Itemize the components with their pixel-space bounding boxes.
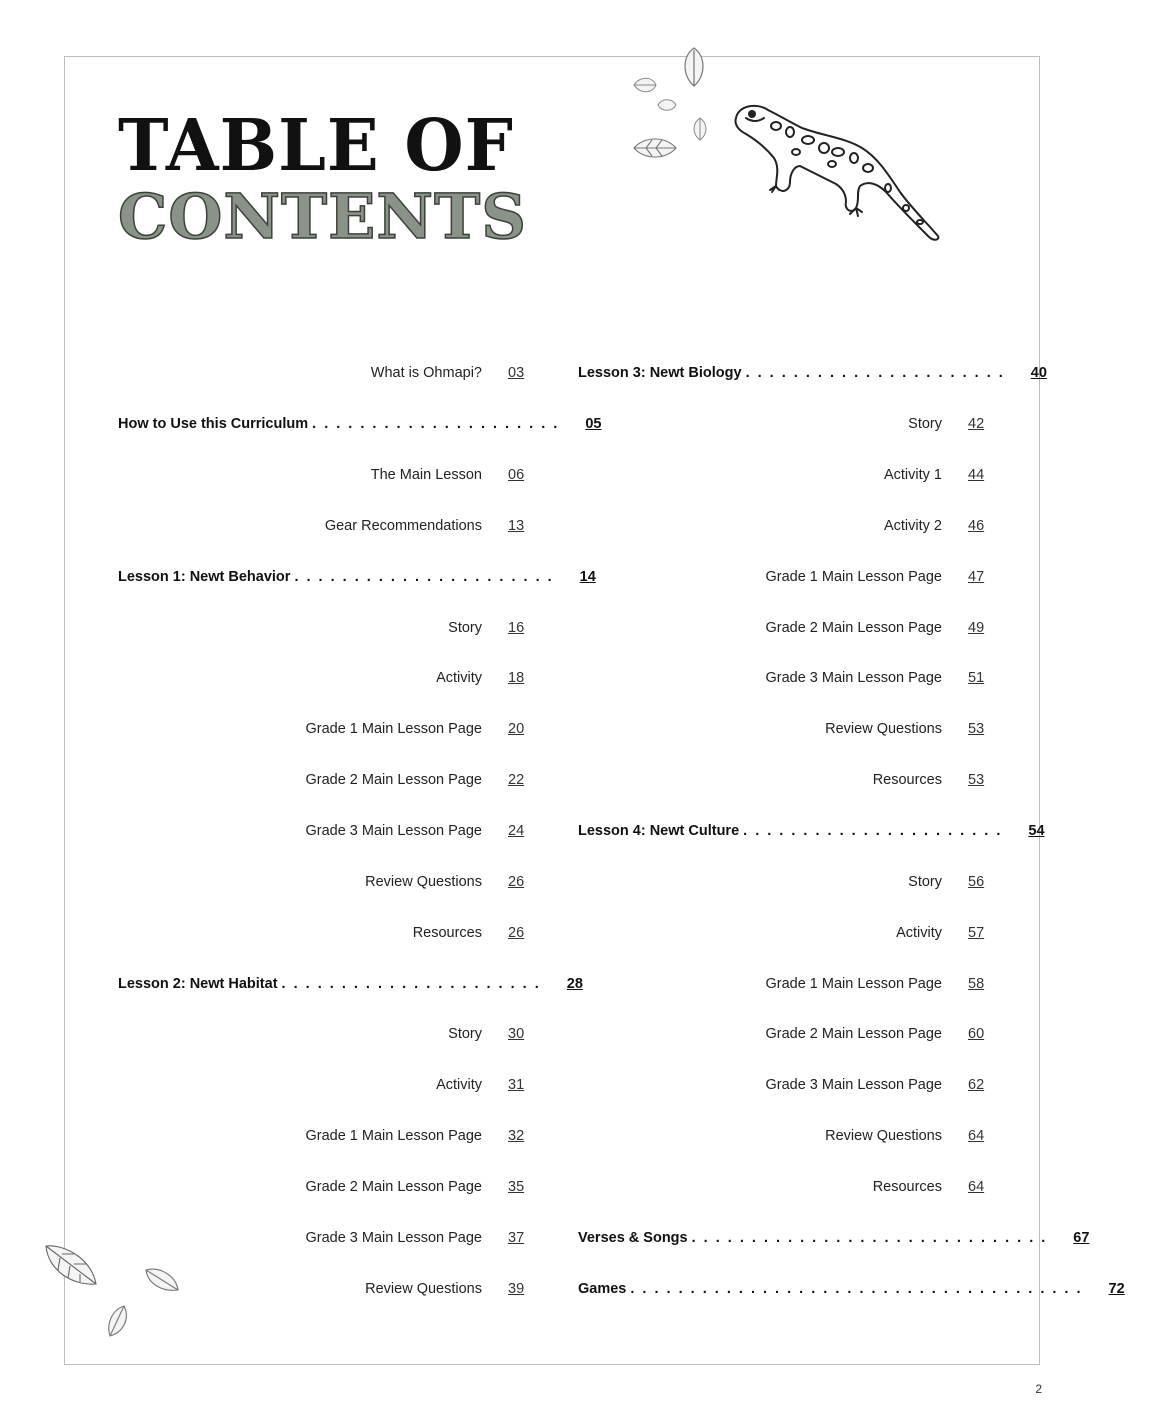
toc-page-link[interactable]: 53: [968, 772, 985, 789]
toc-entry[interactable]: [118, 602, 528, 653]
toc-entry-title: Lesson 4: Newt Culture: [578, 823, 740, 840]
toc-entry[interactable]: [578, 399, 988, 450]
toc-page-link[interactable]: 03: [508, 365, 525, 382]
toc-page-link[interactable]: 30: [508, 1026, 525, 1043]
toc-entry-label: [578, 518, 942, 534]
toc-entry-label: [578, 1281, 1083, 1297]
toc-entry-label: [118, 1026, 482, 1042]
toc-entry-title: Grade 1 Main Lesson Page: [305, 1128, 482, 1145]
leaf-icon: [42, 1240, 100, 1290]
toc-entry-title: How to Use this Curriculum: [118, 416, 309, 433]
toc-entry-title: Grade 1 Main Lesson Page: [765, 975, 942, 992]
toc-entry-label: [578, 1128, 942, 1144]
toc-entry-title: Review Questions: [365, 1280, 482, 1297]
toc-entry[interactable]: [578, 1111, 988, 1162]
toc-page-link[interactable]: 37: [508, 1229, 525, 1246]
toc-entry[interactable]: [578, 602, 988, 653]
toc-entry-label: [118, 518, 482, 534]
toc-entry-label: [578, 721, 942, 737]
toc-entry-title: Grade 3 Main Lesson Page: [765, 1077, 942, 1094]
toc-entry-title: Activity 2: [883, 517, 942, 534]
toc-entry-title: Grade 3 Main Lesson Page: [765, 670, 942, 687]
toc-entry-label: [118, 976, 541, 992]
toc-entry[interactable]: [118, 1111, 528, 1162]
toc-entry[interactable]: [118, 450, 528, 501]
toc-page-link[interactable]: 58: [968, 975, 985, 992]
toc-entry-title: Activity: [436, 670, 482, 687]
toc-entry-title: Gear Recommendations: [324, 517, 482, 534]
toc-entry-title: Activity: [896, 924, 942, 941]
toc-page-link[interactable]: 18: [508, 670, 525, 687]
toc-entry[interactable]: [578, 501, 988, 552]
toc-entry-label: [578, 1026, 942, 1042]
toc-entry-label: [118, 823, 482, 839]
toc-entry-label: [118, 1077, 482, 1093]
toc-page-link[interactable]: 28: [566, 975, 583, 992]
toc-section-entry[interactable]: [118, 399, 602, 450]
toc-section-entry[interactable]: [578, 806, 1045, 857]
title-line-1: TABLE OF: [118, 104, 514, 188]
toc-entry-title: Lesson 1: Newt Behavior: [118, 568, 291, 585]
toc-entry[interactable]: [118, 1060, 528, 1111]
toc-entry-title: Resources: [872, 1178, 942, 1195]
toc-entry-label: [118, 670, 482, 686]
toc-entry[interactable]: [578, 1009, 988, 1060]
toc-page-link[interactable]: 06: [508, 467, 525, 484]
toc-page-link[interactable]: 05: [585, 416, 602, 433]
toc-column-right: [578, 348, 1125, 1314]
toc-page-link[interactable]: 22: [508, 772, 525, 789]
toc-entry-label: [578, 1179, 942, 1195]
toc-entry[interactable]: [118, 907, 528, 958]
toc-column-left: [118, 348, 602, 1314]
toc-entry-label: [578, 670, 942, 686]
toc-entry[interactable]: [578, 907, 988, 958]
toc-entry-title: Review Questions: [825, 1128, 942, 1145]
toc-page-link[interactable]: 26: [508, 873, 525, 890]
toc-page-link[interactable]: 62: [968, 1077, 985, 1094]
toc-section-entry[interactable]: [578, 1212, 1090, 1263]
toc-entry-label: [118, 1128, 482, 1144]
toc-page-link[interactable]: 44: [968, 467, 985, 484]
leaf-icon: [632, 134, 678, 162]
leaf-icon: [656, 98, 678, 112]
toc-entry-label: [578, 467, 942, 483]
toc-entry-title: Lesson 2: Newt Habitat: [118, 975, 278, 992]
toc-entry[interactable]: [578, 856, 988, 907]
toc-entry-title: Story: [908, 416, 942, 433]
toc-entry-label: [118, 620, 482, 636]
toc-entry-title: Grade 2 Main Lesson Page: [305, 1178, 482, 1195]
toc-page-link[interactable]: 60: [968, 1026, 985, 1043]
toc-entry-label: [118, 416, 559, 432]
toc-page-link[interactable]: 35: [508, 1178, 525, 1195]
toc-page-link[interactable]: 51: [968, 670, 985, 687]
toc-entry-label: [118, 365, 482, 381]
toc-entry[interactable]: [118, 704, 528, 755]
toc-entry-title: Story: [448, 1026, 482, 1043]
toc-page-link[interactable]: 54: [1028, 823, 1045, 840]
toc-page-link[interactable]: 31: [508, 1077, 525, 1094]
toc-entry-title: Grade 1 Main Lesson Page: [765, 568, 942, 585]
page-number: 2: [1035, 1382, 1042, 1396]
toc-page-link[interactable]: 64: [968, 1178, 985, 1195]
toc-page-link[interactable]: 49: [968, 619, 985, 636]
toc-entry-title: Resources: [872, 772, 942, 789]
newt-illustration-icon: [728, 96, 948, 246]
toc-entry[interactable]: [118, 1009, 528, 1060]
toc-dot-leader: . . . . . . . . . . . . . . . . . . . . .: [312, 416, 560, 433]
toc-entry-title: Grade 3 Main Lesson Page: [305, 823, 482, 840]
toc-entry-title: Review Questions: [825, 721, 942, 738]
toc-entry-label: [118, 772, 482, 788]
toc-entry-title: Story: [908, 873, 942, 890]
toc-entry-label: [578, 1077, 942, 1093]
toc-section-entry[interactable]: [118, 958, 583, 1009]
toc-section-entry[interactable]: [118, 551, 596, 602]
toc-entry-label: [118, 1179, 482, 1195]
toc-page-link[interactable]: 39: [508, 1280, 525, 1297]
toc-entry-label: [578, 1230, 1047, 1246]
toc-entry-title: The Main Lesson: [370, 467, 482, 484]
toc-page-link[interactable]: 42: [968, 416, 985, 433]
toc-dot-leader: . . . . . . . . . . . . . . . . . . . . . .: [281, 975, 541, 992]
toc-entry[interactable]: [578, 1162, 988, 1213]
toc-entry-label: [118, 1230, 482, 1246]
toc-entry-title: Review Questions: [365, 873, 482, 890]
page-title: [118, 104, 528, 253]
toc-dot-leader: . . . . . . . . . . . . . . . . . . . . . . . . . . . . . .: [691, 1229, 1048, 1246]
toc-entry-title: Verses & Songs: [578, 1229, 688, 1246]
toc-entry-label: [578, 416, 942, 432]
toc-entry[interactable]: [578, 958, 988, 1009]
toc-entry[interactable]: [118, 1162, 528, 1213]
toc-entry[interactable]: [118, 1263, 528, 1314]
toc-entry-label: [578, 569, 942, 585]
toc-dot-leader: . . . . . . . . . . . . . . . . . . . . . .: [294, 568, 554, 585]
toc-entry[interactable]: [578, 1060, 988, 1111]
toc-dot-leader: . . . . . . . . . . . . . . . . . . . . . .: [743, 823, 1003, 840]
toc-entry[interactable]: [118, 348, 528, 399]
toc-page-link[interactable]: 16: [508, 619, 525, 636]
toc-page-link[interactable]: 56: [968, 873, 985, 890]
toc-page-link[interactable]: 13: [508, 517, 525, 534]
toc-entry-title: Grade 3 Main Lesson Page: [305, 1229, 482, 1246]
toc-page-link[interactable]: 40: [1030, 365, 1047, 382]
toc-entry-title: Story: [448, 619, 482, 636]
leaf-icon: [690, 116, 710, 142]
toc-entry[interactable]: [578, 653, 988, 704]
toc-entry-label: [118, 569, 554, 585]
toc-entry-title: Grade 2 Main Lesson Page: [765, 619, 942, 636]
toc-section-entry[interactable]: [578, 348, 1047, 399]
toc-page-link[interactable]: 53: [968, 721, 985, 738]
toc-page-link[interactable]: 47: [968, 568, 985, 585]
title-line-2: CONTENTS: [118, 180, 528, 253]
toc-entry-title: Grade 1 Main Lesson Page: [305, 721, 482, 738]
toc-page-link[interactable]: 46: [968, 517, 985, 534]
toc-entry-label: [118, 925, 482, 941]
leaf-icon: [632, 76, 658, 94]
toc-entry[interactable]: [578, 450, 988, 501]
toc-entry-title: Games: [578, 1280, 627, 1297]
toc-page-link[interactable]: 32: [508, 1128, 525, 1145]
toc-entry-label: [118, 467, 482, 483]
toc-entry-label: [578, 925, 942, 941]
toc-entry-label: [578, 365, 1005, 381]
toc-entry-label: [578, 874, 942, 890]
toc-entry-label: [118, 1281, 482, 1297]
toc-section-entry[interactable]: [578, 1263, 1125, 1314]
toc-entry-title: Lesson 3: Newt Biology: [578, 365, 742, 382]
toc-dot-leader: . . . . . . . . . . . . . . . . . . . . . . . . . . . . . . . . . . . . . .: [630, 1280, 1083, 1297]
toc-dot-leader: . . . . . . . . . . . . . . . . . . . . . .: [745, 365, 1005, 382]
toc-page-link[interactable]: 20: [508, 721, 525, 738]
toc-entry[interactable]: [578, 704, 988, 755]
toc-entry-title: Grade 2 Main Lesson Page: [305, 772, 482, 789]
toc-entry[interactable]: [118, 1212, 528, 1263]
toc-page-link[interactable]: 14: [579, 568, 596, 585]
toc-entry-title: What is Ohmapi?: [370, 365, 482, 382]
toc-entry[interactable]: [118, 501, 528, 552]
toc-entry-label: [578, 823, 1002, 839]
toc-entry[interactable]: [118, 856, 528, 907]
leaf-icon: [678, 46, 710, 88]
toc-entry-title: Resources: [412, 924, 482, 941]
toc-page-link[interactable]: 67: [1073, 1229, 1090, 1246]
toc-entry[interactable]: [118, 755, 528, 806]
toc-entry-title: Activity 1: [883, 467, 942, 484]
toc-entry[interactable]: [578, 755, 988, 806]
toc-page-link[interactable]: 57: [968, 924, 985, 941]
toc-page-link[interactable]: 64: [968, 1128, 985, 1145]
toc-entry-label: [578, 976, 942, 992]
toc-page-link[interactable]: 24: [508, 823, 525, 840]
toc-entry-label: [118, 721, 482, 737]
toc-entry-label: [578, 620, 942, 636]
toc-entry-label: [118, 874, 482, 890]
toc-page-link[interactable]: 26: [508, 924, 525, 941]
toc-entry[interactable]: [118, 806, 528, 857]
toc-page-link[interactable]: 72: [1108, 1280, 1125, 1297]
toc-entry[interactable]: [118, 653, 528, 704]
toc-entry[interactable]: [578, 551, 988, 602]
toc-entry-title: Grade 2 Main Lesson Page: [765, 1026, 942, 1043]
toc-entry-title: Activity: [436, 1077, 482, 1094]
toc-entry-label: [578, 772, 942, 788]
